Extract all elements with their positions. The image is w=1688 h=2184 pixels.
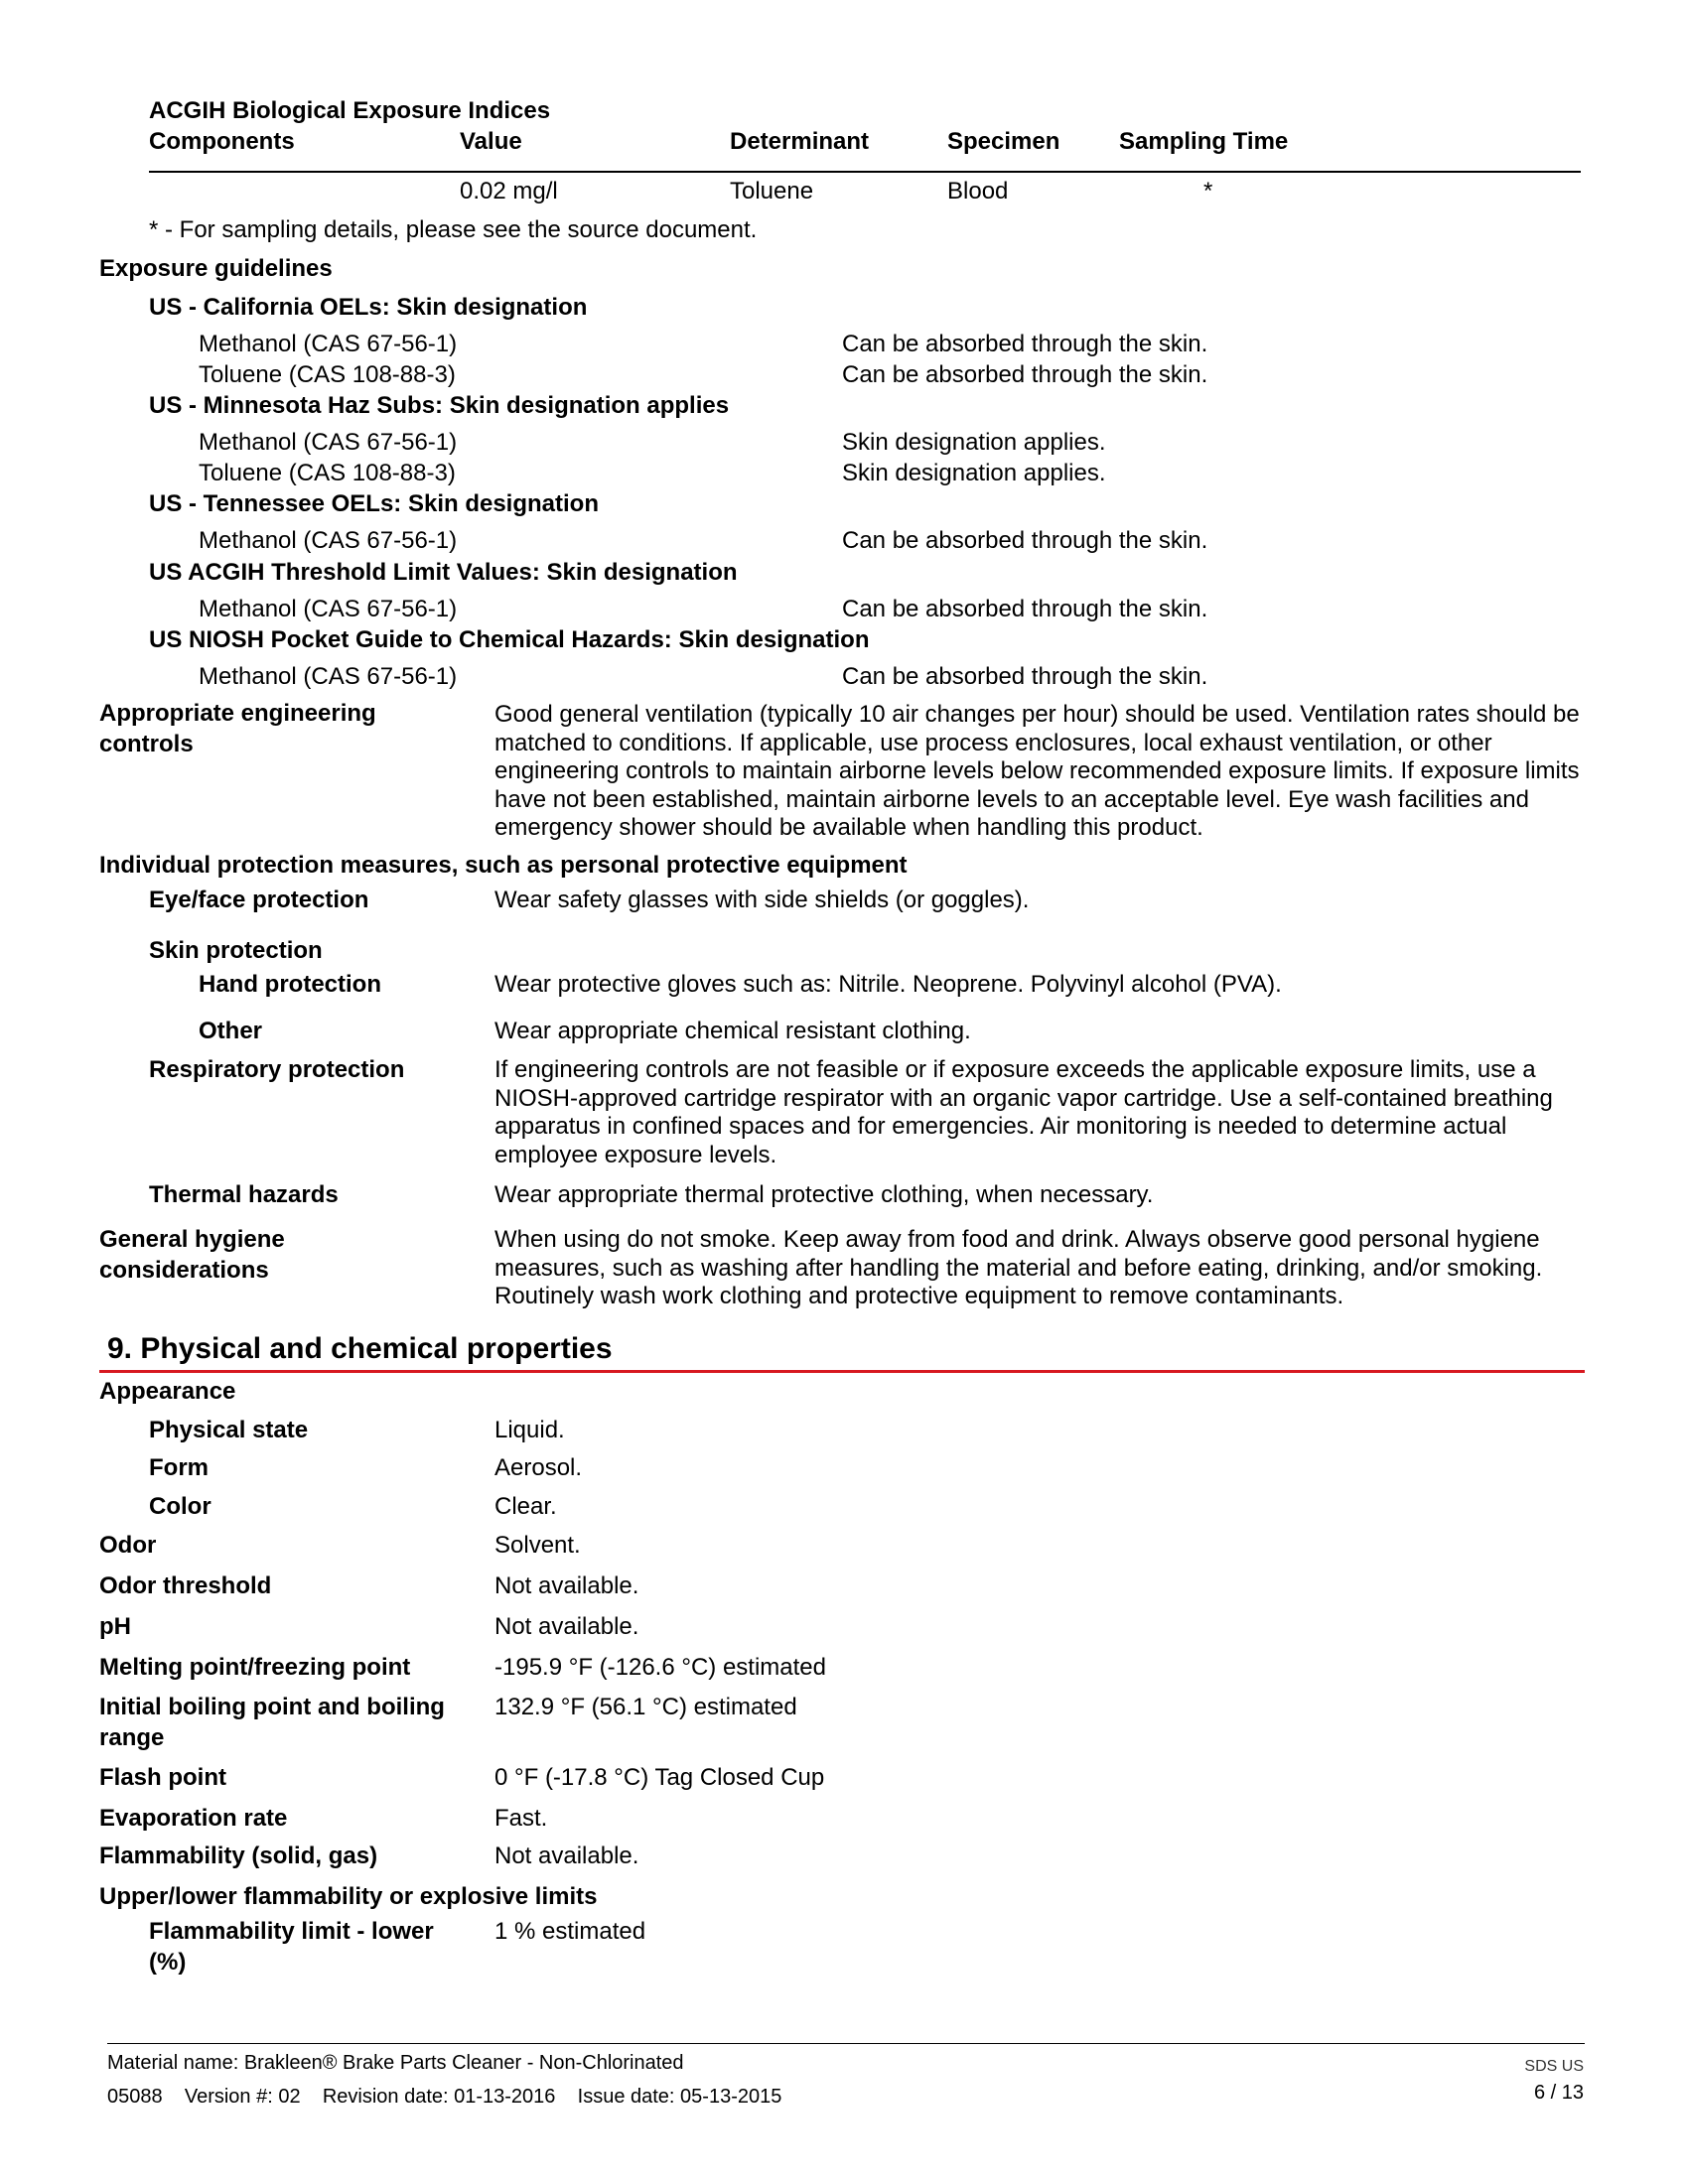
odor-value: Solvent. bbox=[494, 1532, 581, 1559]
footer-sds-label: SDS US bbox=[1524, 2058, 1584, 2075]
flammability-label: Flammability (solid, gas) bbox=[99, 1843, 378, 1869]
hand-text: Wear protective gloves such as: Nitrile. Neoprene. Polyvinyl alcohol (PVA). bbox=[494, 971, 1282, 998]
col-header-determinant: Determinant bbox=[730, 128, 870, 155]
respiratory-text: If engineering controls are not feasible or if exposure exceeds the applicable exposure limits, use a NIOSH-approved cartridge respirator with an organic vapor cartridge. Use a self-contained breathing apparatus in confined spaces and for emergencies. Air monitoring is needed to determine actual employee exposure levels. bbox=[494, 1056, 1553, 1168]
exposure-group-title: US ACGIH Threshold Limit Values: Skin designation bbox=[149, 559, 738, 586]
boiling-point-value: 132.9 °F (56.1 °C) estimated bbox=[494, 1694, 797, 1720]
table-cell-sampling-time: * bbox=[1203, 178, 1213, 205]
footer-version-info: 05088 Version #: 02 Revision date: 01-13-2016 Issue date: 05-13-2015 bbox=[107, 2086, 782, 2108]
ppe-heading: Individual protection measures, such as personal protective equipment bbox=[99, 852, 908, 879]
form-label: Form bbox=[149, 1454, 209, 1481]
evaporation-rate-label: Evaporation rate bbox=[99, 1805, 288, 1832]
exposure-group-title: US - California OELs: Skin designation bbox=[149, 294, 588, 321]
exposure-item-name: Toluene (CAS 108-88-3) bbox=[199, 460, 456, 486]
table-cell-determinant: Toluene bbox=[730, 178, 814, 205]
col-header-specimen: Specimen bbox=[947, 128, 1060, 155]
flammability-value: Not available. bbox=[494, 1843, 639, 1869]
exposure-item-name: Methanol (CAS 67-56-1) bbox=[199, 663, 458, 690]
thermal-text: Wear appropriate thermal protective clothing, when necessary. bbox=[494, 1181, 1154, 1208]
exposure-item-value: Can be absorbed through the skin. bbox=[842, 331, 1208, 357]
physical-state-label: Physical state bbox=[149, 1417, 309, 1443]
acgih-footnote: * - For sampling details, please see the source document. bbox=[149, 216, 758, 243]
exposure-item-name: Methanol (CAS 67-56-1) bbox=[199, 596, 458, 622]
other-text: Wear appropriate chemical resistant clothing. bbox=[494, 1018, 971, 1044]
table-cell-value: 0.02 mg/l bbox=[460, 178, 558, 205]
exposure-item-name: Methanol (CAS 67-56-1) bbox=[199, 527, 458, 554]
exposure-item-value: Skin designation applies. bbox=[842, 429, 1106, 456]
eye-label: Eye/face protection bbox=[149, 887, 369, 913]
melting-point-label: Melting point/freezing point bbox=[99, 1654, 411, 1681]
exposure-item-value: Can be absorbed through the skin. bbox=[842, 596, 1208, 622]
footer-page-number: 6 / 13 bbox=[1533, 2082, 1584, 2104]
hand-label: Hand protection bbox=[199, 971, 381, 998]
exposure-item-name: Methanol (CAS 67-56-1) bbox=[199, 331, 458, 357]
limits-heading: Upper/lower flammability or explosive limits bbox=[99, 1883, 598, 1910]
exposure-item-name: Toluene (CAS 108-88-3) bbox=[199, 361, 456, 388]
exposure-item-name: Methanol (CAS 67-56-1) bbox=[199, 429, 458, 456]
exposure-item-value: Skin designation applies. bbox=[842, 460, 1106, 486]
exposure-item-value: Can be absorbed through the skin. bbox=[842, 663, 1208, 690]
other-label: Other bbox=[199, 1018, 263, 1044]
boiling-point-label: Initial boiling point and boiling bbox=[99, 1694, 445, 1720]
col-header-value: Value bbox=[460, 128, 522, 155]
section-9-title: 9. Physical and chemical properties bbox=[107, 1332, 613, 1365]
evaporation-rate-value: Fast. bbox=[494, 1805, 548, 1832]
exposure-group-title: US - Minnesota Haz Subs: Skin designation applies bbox=[149, 392, 730, 419]
odor-label: Odor bbox=[99, 1532, 157, 1559]
boiling-point-label-cont: range bbox=[99, 1724, 165, 1751]
appearance-heading: Appearance bbox=[99, 1378, 236, 1405]
exposure-heading: Exposure guidelines bbox=[99, 255, 333, 282]
flash-point-label: Flash point bbox=[99, 1764, 226, 1791]
exposure-item-value: Can be absorbed through the skin. bbox=[842, 361, 1208, 388]
footer-material-name: Material name: Brakleen® Brake Parts Cleaner - Non-Chlorinated bbox=[107, 2052, 684, 2074]
skin-label: Skin protection bbox=[149, 937, 323, 964]
physical-state-value: Liquid. bbox=[494, 1417, 565, 1443]
exposure-item-value: Can be absorbed through the skin. bbox=[842, 527, 1208, 554]
odor-threshold-label: Odor threshold bbox=[99, 1572, 272, 1599]
respiratory-label: Respiratory protection bbox=[149, 1056, 405, 1083]
melting-point-value: -195.9 °F (-126.6 °C) estimated bbox=[494, 1654, 826, 1681]
flash-point-value: 0 °F (-17.8 °C) Tag Closed Cup bbox=[494, 1764, 825, 1791]
color-value: Clear. bbox=[494, 1493, 557, 1520]
lower-limit-value: 1 % estimated bbox=[494, 1918, 646, 1945]
eye-text: Wear safety glasses with side shields (or goggles). bbox=[494, 887, 1030, 913]
acgih-title: ACGIH Biological Exposure Indices bbox=[149, 97, 551, 124]
color-label: Color bbox=[149, 1493, 211, 1520]
table-cell-specimen: Blood bbox=[947, 178, 1009, 205]
section-rule bbox=[99, 1370, 1585, 1373]
hygiene-label-cont: considerations bbox=[99, 1257, 269, 1284]
exposure-group-title: US - Tennessee OELs: Skin designation bbox=[149, 490, 599, 517]
table-header-rule bbox=[149, 171, 1581, 173]
col-header-components: Components bbox=[149, 128, 295, 155]
ph-value: Not available. bbox=[494, 1613, 639, 1640]
lower-limit-label: Flammability limit - lower bbox=[149, 1918, 434, 1945]
engineering-label: Appropriate engineering bbox=[99, 700, 376, 727]
exposure-group-title: US NIOSH Pocket Guide to Chemical Hazards: Skin designation bbox=[149, 626, 870, 653]
lower-limit-label-cont: (%) bbox=[149, 1949, 187, 1976]
ph-label: pH bbox=[99, 1613, 131, 1640]
col-header-sampling-time: Sampling Time bbox=[1119, 128, 1289, 155]
hygiene-label: General hygiene bbox=[99, 1226, 285, 1253]
odor-threshold-value: Not available. bbox=[494, 1572, 639, 1599]
thermal-label: Thermal hazards bbox=[149, 1181, 339, 1208]
engineering-text: Good general ventilation (typically 10 air changes per hour) should be used. Ventilation rates should be matched to conditions. If applicable, use process enclosures, local exhaust ventilation, or other engineering controls to maintain airborne levels below recommended exposure limits. If exposure limits have not been established, maintain airborne levels to an acceptable level. Eye wash facilities and emergency shower should be available when handling this product. bbox=[494, 701, 1580, 841]
hygiene-text: When using do not smoke. Keep away from food and drink. Always observe good personal hygiene measures, such as washing after handling the material and before eating, drinking, and/or smoking. Routinely wash work clothing and protective equipment to remove contaminants. bbox=[494, 1226, 1543, 1309]
form-value: Aerosol. bbox=[494, 1454, 583, 1481]
engineering-label-cont: controls bbox=[99, 731, 194, 757]
footer-rule bbox=[107, 2043, 1585, 2044]
